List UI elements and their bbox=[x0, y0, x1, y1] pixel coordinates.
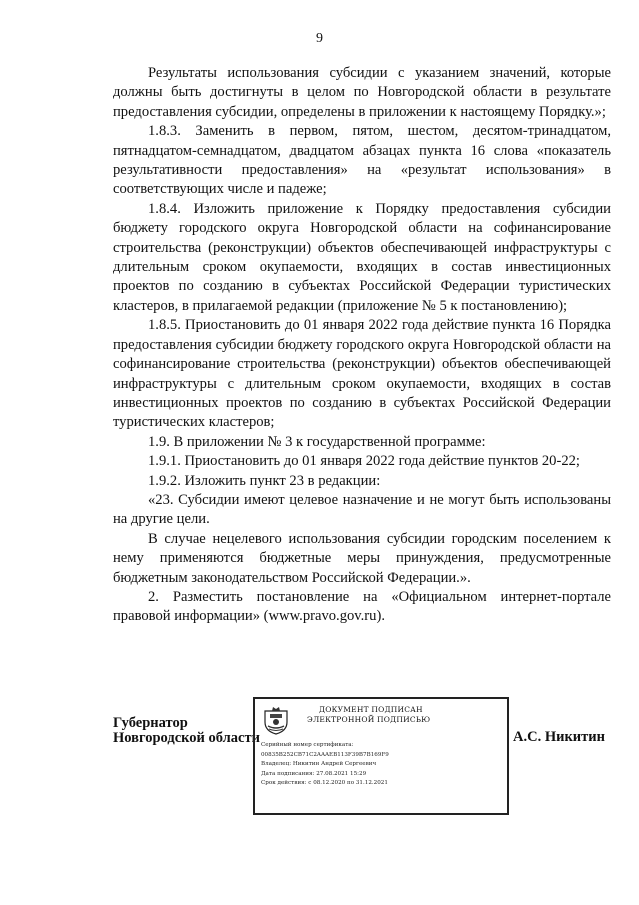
paragraph-results: Результаты использования субсидии с указанием значений, которые должны быть достигнуты в целом по Новгородской области в результате предоставления субсидии, определены в приложении к настоящему Порядку.»; bbox=[113, 65, 611, 120]
cert-owner: Владелец: Никитин Андрей Сергеевич bbox=[261, 761, 377, 768]
stamp-title bbox=[307, 705, 507, 725]
paragraph-1-8-3: 1.8.3. Заменить в первом, пятом, шестом, десятом-тринадцатом, пятнадцатом-семнадцатом, двадцатом абзацах пункта 16 слова «показатель результативности предоставления» на «результат использования» в соответствующих числе и падеже; bbox=[113, 123, 611, 198]
stamp-title-line-1: ДОКУМЕНТ ПОДПИСАН bbox=[319, 705, 423, 714]
paragraph-1-9-1: 1.9.1. Приостановить до 01 января 2022 года действие пунктов 20-22; bbox=[148, 453, 580, 470]
cert-label: Серийный номер сертификата: bbox=[261, 742, 354, 748]
novgorod-coat-of-arms-icon bbox=[263, 705, 289, 735]
paragraph-1-8-4: 1.8.4. Изложить приложение к Порядку предоставления субсидии бюджету городского округа Новгородской области на софинансирование строительства (реконструкции) объектов обеспечивающей инфраструктуры с длительным сроком окупаемости, входящих в состав инвестиционных проектов по созданию в субъектах Российской Федерации туристических кластеров, в прилагаемой редакции (приложение № 5 к постановлению); bbox=[113, 200, 611, 314]
cert-validity: Срок действия: с 08.12.2020 по 31.12.2021 bbox=[261, 780, 388, 787]
document-body bbox=[113, 64, 611, 627]
paragraph-publish: 2. Разместить постановление на «Официальном интернет-портале правовой информации» (www.pravo.gov.ru). bbox=[113, 588, 611, 625]
stamp-title-line-2: ЭЛЕКТРОННОЙ ПОДПИСЬЮ bbox=[307, 715, 431, 724]
signatory-name: А.С. Никитин bbox=[513, 729, 605, 745]
paragraph-misuse: В случае нецелевого использования субсидии городским поселением к нему применяются бюджетные меры принуждения, предусмотренные бюджетным законодательством Российской Федерации.». bbox=[113, 530, 611, 586]
position-line-2: Новгородской области bbox=[113, 730, 260, 746]
position-line-1: Губернатор bbox=[113, 715, 188, 731]
stamp-certificate-info bbox=[261, 741, 389, 789]
paragraph-1-8-5: 1.8.5. Приостановить до 01 января 2022 года действие пункта 16 Порядка предоставления субсидии бюджету городского округа Новгородской области на софинансирование строительства (реконструкции) объектов обеспечивающей инфраструктуры с длительным сроком окупаемости, входящих в состав инвестиционных проектов по созданию в субъектах Российской Федерации туристических кластеров; bbox=[113, 317, 611, 431]
cert-number: 00835B252CB71C2AAAEB113F39B7B169F9 bbox=[261, 751, 389, 758]
paragraph-1-9-2: 1.9.2. Изложить пункт 23 в редакции: bbox=[148, 472, 381, 489]
paragraph-1-9: 1.9. В приложении № 3 к государственной программе: bbox=[148, 433, 486, 450]
signed-date: Дата подписания: 27.08.2021 15:29 bbox=[261, 770, 367, 777]
page-number: 9 bbox=[316, 31, 323, 46]
electronic-signature-stamp bbox=[253, 697, 509, 815]
paragraph-clause-23: «23. Субсидии имеют целевое назначение и не могут быть использованы на другие цели. bbox=[113, 491, 611, 528]
signatory-position bbox=[113, 716, 260, 746]
